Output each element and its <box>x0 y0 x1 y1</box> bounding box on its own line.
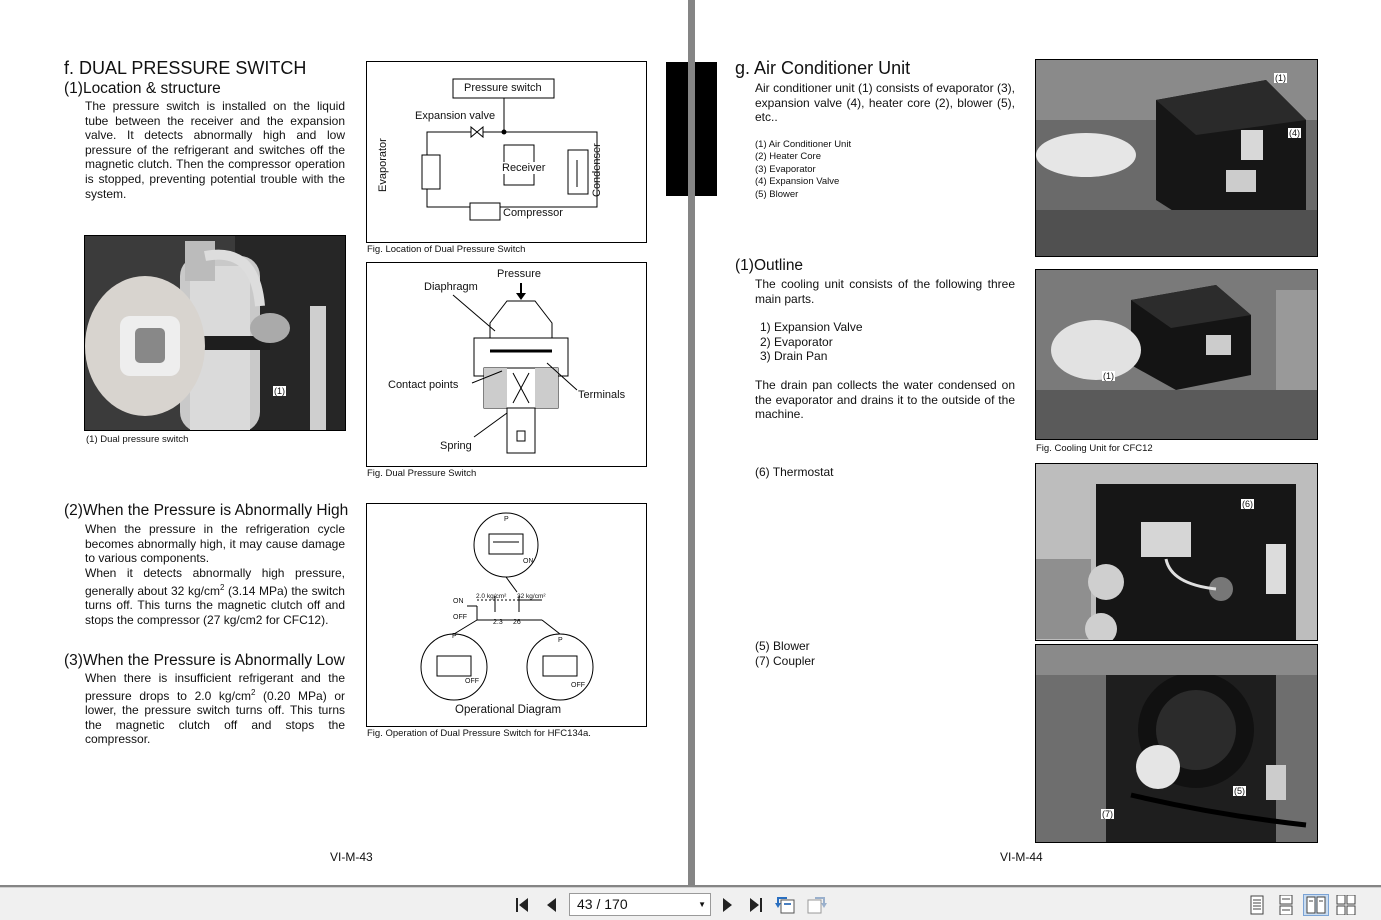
label-evaporator: Evaporator <box>377 138 389 192</box>
op-label-high-value: 32 kg/cm² <box>517 593 546 600</box>
navigation-toolbar <box>0 887 1381 920</box>
label-terminals: Terminals <box>578 389 626 401</box>
high-body-2b: (3.14 MPa) the switch turns off. This turns the magnetic clutch off and stops the compressor (27 kg/cm2 for CFC12). <box>85 583 345 627</box>
list-item: (2) Heater Core <box>755 151 821 163</box>
op-label-on: ON <box>453 598 464 605</box>
first-page-icon[interactable] <box>512 894 534 916</box>
label-pressure-switch: Pressure switch <box>464 82 542 94</box>
thermostat-label: (6) Thermostat <box>755 465 834 479</box>
page-number-field[interactable] <box>569 893 711 916</box>
operational-diagram <box>366 503 647 727</box>
photo-label-1: (1) <box>274 386 285 396</box>
cooling-unit-photo <box>1035 269 1318 440</box>
dual-pressure-switch-photo <box>84 235 346 431</box>
operational-diagram-title: Operational Diagram <box>455 704 562 716</box>
facing-icon[interactable] <box>1303 894 1329 916</box>
photo2-label-1: (1) <box>1103 371 1114 381</box>
section-title: g. Air Conditioner Unit <box>735 58 911 78</box>
single-page-icon[interactable] <box>1246 894 1268 916</box>
label-contact-points: Contact points <box>388 379 459 391</box>
photo4-label-7: (7) <box>1102 809 1113 819</box>
list-item: 1) Expansion Valve <box>760 320 863 334</box>
section-tab-marker <box>695 62 717 196</box>
fig3-caption: Fig. Operation of Dual Pressure Switch for HFC134a. <box>367 728 591 739</box>
total-pages-value: 170 <box>604 896 628 912</box>
next-page-icon[interactable] <box>716 894 738 916</box>
op-label-off-left: OFF <box>465 678 479 685</box>
op-label-on-top: ON <box>523 558 534 565</box>
op-label-p-right: P <box>558 637 563 644</box>
drain-pan-text: The drain pan collects the water condensed on the evaporator and drains it to the outside of the machine. <box>755 378 1015 422</box>
outline-body: The cooling unit consists of the following three main parts. <box>755 277 1015 306</box>
label-expansion-valve: Expansion valve <box>415 110 496 122</box>
page-number-right: VI-M-44 <box>1000 850 1043 864</box>
page-number-left: VI-M-43 <box>330 850 373 864</box>
continuous-icon[interactable] <box>1275 894 1297 916</box>
label-pressure: Pressure <box>497 268 542 280</box>
page-left <box>0 0 688 885</box>
photo1-label-1: (1) <box>1275 73 1286 83</box>
label-receiver: Receiver <box>502 162 546 174</box>
fig2-caption: Fig. Dual Pressure Switch <box>367 468 477 479</box>
thermostat-photo <box>1035 463 1318 641</box>
low-body-a: When there is insufficient refrigerant and the pressure drops to 2.0 kg/cm <box>85 671 345 703</box>
label-spring: Spring <box>440 440 472 452</box>
op-label-p-left: P <box>452 633 457 640</box>
op-label-p-top: P <box>504 516 509 523</box>
ac-unit-photo <box>1035 59 1318 257</box>
location-body: The pressure switch is installed on the liquid tube between the receiver and the expansion valve. It detects abnormally high and low pressure of the refrigerant and switches off the magnetic clutch. Then the compressor operation is stopped, preventing potential trouble with the system. <box>85 99 345 201</box>
parts-list <box>755 139 851 201</box>
list-item: (3) Evaporator <box>755 163 816 175</box>
list-item: 3) Drain Pan <box>760 349 828 364</box>
label-condenser: Condenser <box>591 143 603 197</box>
high-body-2a: When it detects abnormally high pressure, generally about 32 kg/cm <box>85 566 345 598</box>
list-item: (5) Blower <box>755 188 799 200</box>
low-sup: 2 <box>250 687 256 697</box>
ac-intro: Air conditioner unit (1) consists of evaporator (3), expansion valve (4), heater core (2), blower (5), etc.. <box>755 81 1015 125</box>
current-page-value: 43 <box>577 896 593 912</box>
high-body-2 <box>85 566 345 627</box>
op-label-tick-2: 26 <box>513 619 521 626</box>
page-right <box>695 0 1381 885</box>
high-body-1: When the pressure in the refrigeration cycle becomes abnormally high, it may cause damage to various components. <box>85 522 345 566</box>
blower-photo <box>1035 644 1318 843</box>
photo1-label-4: (4) <box>1289 128 1300 138</box>
outline-title: (1)Outline <box>735 257 804 274</box>
op-label-tick-1: 2.3 <box>493 619 503 626</box>
list-item: (4) Expansion Valve <box>755 176 840 188</box>
previous-page-icon[interactable] <box>541 894 563 916</box>
photo2-caption: Fig. Cooling Unit for CFC12 <box>1036 443 1153 454</box>
section-title: f. DUAL PRESSURE SWITCH <box>64 58 307 78</box>
chevron-down-icon[interactable]: ▼ <box>698 900 706 909</box>
location-diagram <box>366 61 647 243</box>
blower-label: (5) Blower <box>755 639 810 653</box>
op-label-low-value: 2.0 kg/cm² <box>476 593 507 600</box>
photo-caption: (1) Dual pressure switch <box>86 434 189 445</box>
low-body <box>85 671 345 747</box>
sub-title-high: (2)When the Pressure is Abnormally High <box>64 502 349 519</box>
last-page-icon[interactable] <box>744 894 766 916</box>
switch-structure-diagram <box>366 262 647 467</box>
op-label-off: OFF <box>453 614 467 621</box>
coupler-label: (7) Coupler <box>755 654 816 668</box>
photo3-label-6: (6) <box>1242 499 1253 509</box>
label-compressor: Compressor <box>503 207 563 219</box>
photo4-label-5: (5) <box>1234 786 1245 796</box>
label-diaphragm: Diaphragm <box>424 281 478 293</box>
main-parts-list <box>760 320 863 364</box>
continuous-facing-icon[interactable] <box>1335 894 1357 916</box>
list-item: (1) Air Conditioner Unit <box>755 139 852 150</box>
high-sup: 2 <box>219 582 225 592</box>
sub-title-location: (1)Location & structure <box>64 80 221 97</box>
sub-title-low: (3)When the Pressure is Abnormally Low <box>64 652 345 669</box>
list-item: 2) Evaporator <box>760 334 833 349</box>
fig1-caption: Fig. Location of Dual Pressure Switch <box>367 244 526 255</box>
low-body-b: (0.20 MPa) or lower, the pressure switch turns off. This turns the magnetic clutch off and stops the compressor. <box>85 688 346 747</box>
next-view-icon[interactable] <box>805 894 827 916</box>
section-tab-marker <box>666 62 688 196</box>
previous-view-icon[interactable] <box>775 894 797 916</box>
op-label-off-right: OFF <box>571 682 585 689</box>
page-separator: / <box>592 896 605 912</box>
